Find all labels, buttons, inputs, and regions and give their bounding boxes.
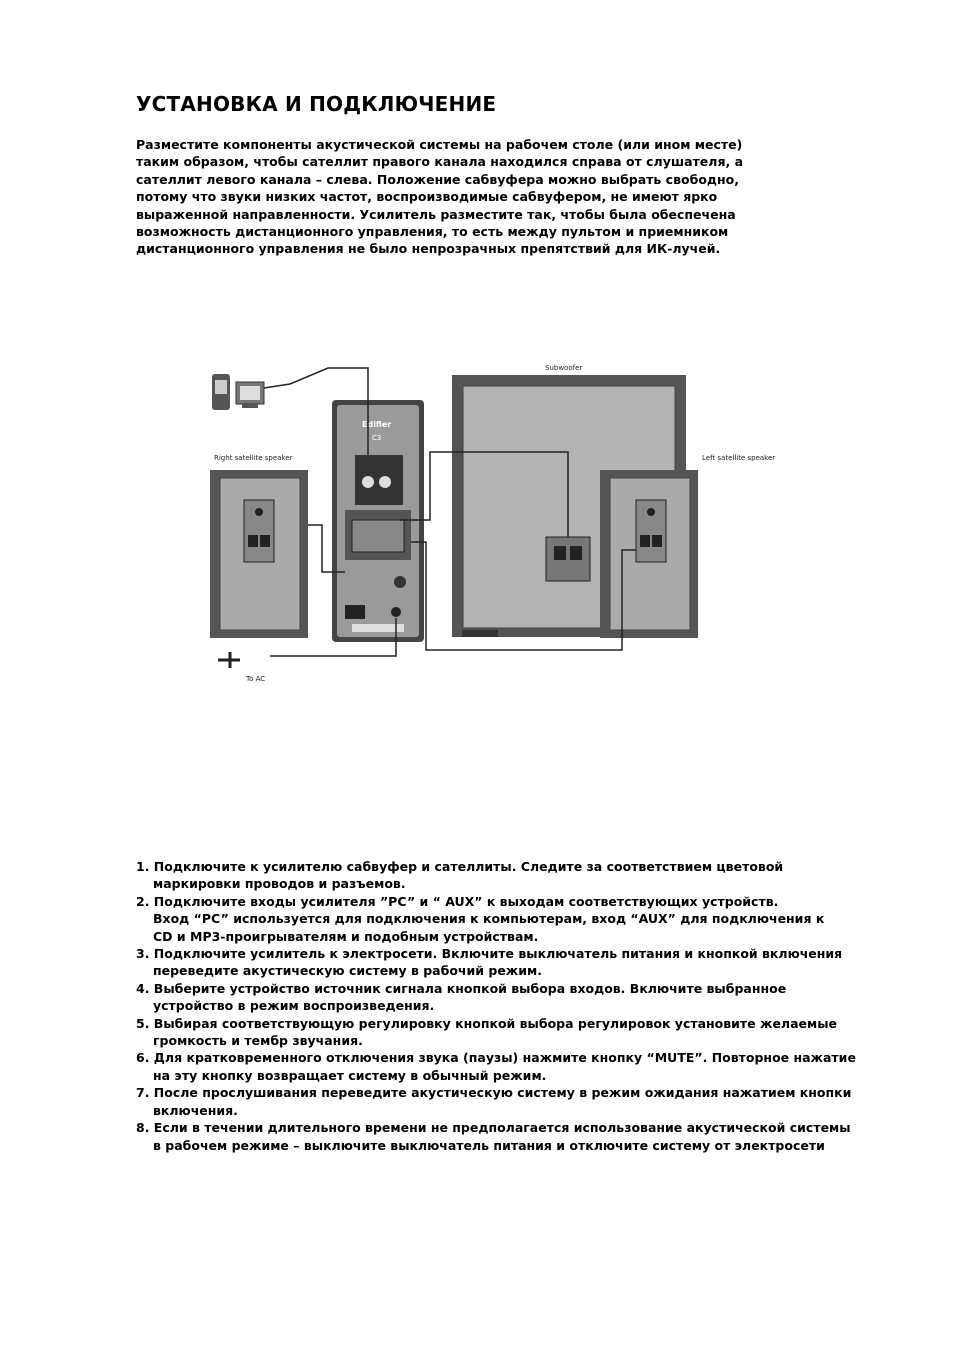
list-item: на эту кнопку возвращает систему в обычный режим.: [153, 1067, 547, 1083]
list-item: 2. Подключите входы усилителя ”PC” и “ AUX” к выходам соответствующих устройств.: [136, 893, 779, 909]
list-item: CD и MP3-проигрывателям и подобным устройствам.: [153, 928, 539, 944]
list-item: маркировки проводов и разъемов.: [153, 876, 406, 892]
subwoofer-foot: [462, 630, 498, 637]
amplifier-brand: Edifier: [362, 420, 392, 429]
list-item: включения.: [153, 1102, 238, 1118]
amplifier-input-block: [355, 455, 403, 505]
intro-line: сателлит левого канала – слева. Положение сабвуфера можно выбрать свободно,: [136, 171, 739, 187]
intro-paragraph: [136, 136, 816, 258]
list-item: устройство в режим воспроизведения.: [153, 998, 435, 1014]
amplifier-model: C3: [372, 434, 382, 442]
list-item: 3. Подключите усилитель к электросети. Включите выключатель питания и кнопкой включения: [136, 946, 843, 962]
subwoofer-terminal: [546, 537, 590, 581]
list-item: 1. Подключите к усилителю сабвуфер и сателлиты. Следите за соответствием цветовой: [136, 859, 784, 874]
ac-plug-icon: [218, 652, 240, 668]
power-socket: [391, 607, 401, 617]
intro-line: дистанционного управления не было непрозрачных препятствий для ИК-лучей.: [136, 241, 721, 257]
list-item: 4. Выберите устройство источник сигнала кнопкой выбора входов. Включите выбранное: [136, 980, 787, 996]
intro-line: потому что звуки низких частот, воспроизводимые сабвуфером, не имеют ярко: [136, 189, 718, 205]
list-item: 8. Если в течении длительного времени не предполагается использование акустической системы: [136, 1120, 851, 1136]
list-item: переведите акустическую систему в рабочий режим.: [153, 963, 542, 979]
intro-line: таким образом, чтобы сателлит правого канала находился справа от слушателя, а: [136, 154, 744, 170]
list-item: 7. После прослушивания переведите акустическую систему в режим ожидания нажатием кнопки: [136, 1085, 852, 1101]
intro-line: Разместите компоненты акустической системы на рабочем столе (или ином месте): [136, 137, 743, 152]
power-switch: [345, 605, 365, 619]
left-speaker-label: Left satellite speaker: [702, 454, 776, 462]
amplifier-port: [394, 576, 406, 588]
instructions-list: [136, 858, 916, 1154]
connection-diagram: [200, 360, 776, 690]
ac-label: To AC: [246, 675, 266, 683]
page-title: УСТАНОВКА И ПОДКЛЮЧЕНИЕ: [136, 92, 497, 116]
list-item: Вход “PC” используется для подключения к компьютерам, вход “AUX” для подключения к: [153, 911, 825, 927]
list-item: 6. Для кратковременного отключения звука (паузы) нажмите кнопку “MUTE”. Повторное нажатие: [136, 1050, 856, 1066]
list-item: в рабочем режиме – выключите выключатель питания и отключите систему от электросети: [153, 1137, 825, 1153]
intro-line: возможность дистанционного управления, то есть между пультом и приемником: [136, 224, 729, 240]
list-item: громкость и тембр звучания.: [153, 1033, 363, 1049]
right-speaker-label: Right satellite speaker: [214, 454, 293, 462]
subwoofer-label: Subwoofer: [545, 364, 583, 372]
intro-line: выраженной направленности. Усилитель разместите так, чтобы была обеспечена: [136, 206, 736, 222]
list-item: 5. Выбирая соответствующую регулировку кнопкой выбора регулировок установите желаемые: [136, 1015, 837, 1031]
